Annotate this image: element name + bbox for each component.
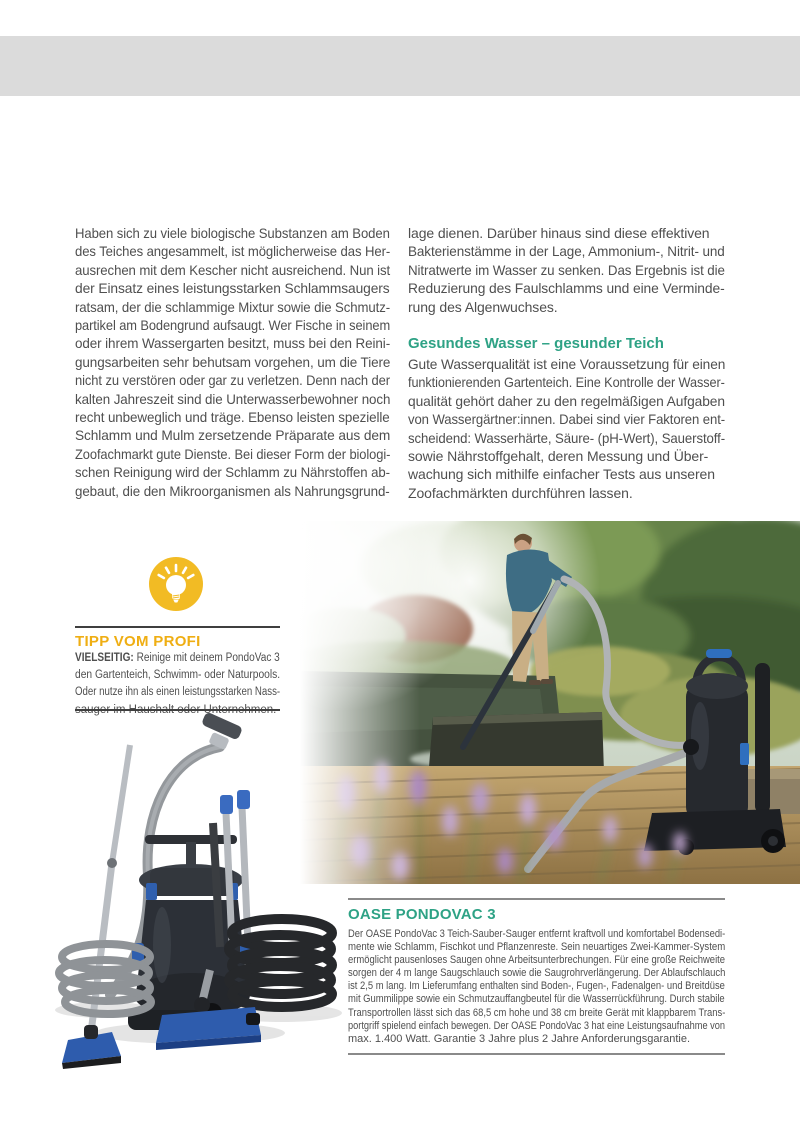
product-handle: [201, 711, 243, 750]
text-line: Der OASE PondoVac 3 Teich-Sauber-Sauger entfernt kraftvoll und komfortabel Bodensedi-: [348, 928, 726, 940]
text-line: Bakterienstämme in der Lage, Ammonium-, Nitrit- und: [408, 243, 725, 260]
tip-bold-prefix: VIELSEITIG:: [75, 652, 134, 664]
lightbulb-glass: [166, 575, 186, 595]
tip-rule-top: [75, 626, 280, 628]
text-line: lage dienen. Darüber hinaus sind diese effektiven: [408, 225, 710, 241]
text-line: der Einsatz eines leistungsstarken Schlammsaugers: [75, 280, 390, 297]
text-line: gungsarbeiten sehr behutsam vorgehen, um die Tiere: [75, 353, 391, 370]
text-line: des Teiches angesammelt, ist möglicherweise das Her-: [75, 243, 391, 260]
oase-body: [348, 928, 725, 1046]
oase-rule-top: [348, 898, 725, 900]
right-paragraph-2: [408, 355, 725, 502]
product-photo: [50, 695, 370, 1090]
text-line: Gute Wasserqualität ist eine Voraussetzung für einen: [408, 356, 726, 373]
text-line: Schlamm und Mulm zersetzende Präparate aus dem: [75, 427, 391, 444]
text-line: von Wassergärtner:innen. Dabei sind vier Faktoren ent-: [408, 411, 726, 428]
text-line: ermöglicht pausenloses Saugen ohne Arbeitsunterbrechungen. Für eine große Reichweite: [348, 954, 726, 967]
text-line: den Gartenteich, Schwimm- oder Naturpools.: [75, 669, 281, 682]
text-line: kalten Jahreszeit sind die Unterwasserbewohner noch: [75, 390, 391, 407]
right-paragraph-1: [408, 224, 725, 316]
text-line: scheidend: Wasserhärte, Säure- (pH-Wert), Sauerstoff-: [408, 429, 726, 446]
oase-rule-bottom: [348, 1053, 725, 1055]
text-line: mente wie Schlamm, Fischkot und Pflanzenreste. Sein neuartiges Zwei-Kammer-System: [348, 941, 726, 954]
left-column: [75, 224, 390, 500]
text-line: Transportrollen lässt sich das 68,5 cm hohe und 38 cm breite Gerät mit klappbarem Trans-: [348, 1006, 726, 1019]
tip-line1-rest: Reinige mit deinem PondoVac 3: [133, 652, 280, 664]
oase-heading: OASE PONDOVAC 3: [348, 906, 496, 923]
text-line: partikel am Bodengrund aufsaugt. Wer Fische in seinem: [75, 317, 391, 334]
text-line: Zoofachmärkten durchführen lassen.: [408, 484, 633, 501]
garden-photo: [300, 521, 800, 884]
text-line: ausrechen mit dem Kescher nicht ausreichend. Nun ist: [75, 261, 391, 278]
tip-icon-wrap: [146, 554, 206, 614]
section-heading-gesundes-wasser: Gesundes Wasser – gesunder Teich: [408, 335, 664, 353]
text-line: max. 1.400 Watt. Garantie 3 Jahre plus 2 Jahre Anforderungsgarantie.: [348, 1032, 691, 1045]
top-gray-bar: [0, 36, 800, 96]
text-line: ratsam, der die schlammige Mixtur sowie die Schmutz-: [75, 298, 391, 315]
text-line: qualität gehört daher zu den regelmäßigen Aufgaben: [408, 392, 725, 409]
text-line: Zoofachmarkt gute Dienste. Bei dieser Form der biologi-: [75, 445, 391, 462]
text-line: nicht zu verstören oder gar zu verletzen. Denn nach der: [75, 372, 391, 389]
text-line: funktionierenden Gartenteich. Eine Kontrolle der Wasser-: [408, 374, 725, 391]
text-line: Haben sich zu viele biologische Substanzen am Boden: [75, 225, 390, 241]
text-line: Oder nutze ihn als einen leistungsstarken Nass-: [75, 686, 281, 699]
text-line: mit Gummilippe sowie ein Schmutzauffangbeutel für die Wasserrückführung. Durch stabile: [348, 993, 725, 1006]
text-line: portgriff spielend einfach bewegen. Der OASE PondoVac 3 hat eine Leistungsaufnahme von: [348, 1019, 726, 1032]
text-line: rung des Algenwuchses.: [408, 298, 558, 315]
text-line: oder ihrem Wassergarten besitzt, muss bei den Reini-: [75, 335, 391, 352]
tip-heading: TIPP VOM PROFI: [75, 633, 201, 650]
text-line: gebaut, die den Mikroorganismen als Nahrungsgrund-: [75, 482, 390, 499]
text-line: recht unbeweglich und träge. Ebenso leisten spezielle: [75, 409, 390, 426]
tip-text-line: [75, 650, 280, 667]
text-line: Nitratwerte im Wasser zu senken. Das Ergebnis ist die: [408, 261, 725, 278]
right-column: [408, 224, 725, 502]
lightbulb-icon: [146, 554, 206, 614]
text-line: schen Reinigung wird der Schlamm zu Nährstoffen ab-: [75, 464, 390, 481]
text-line: ist 2,5 m lang. Im Lieferumfang enthalten sind Boden-, Fugen-, Fadenalgen- und Breitdüse: [348, 980, 725, 993]
text-line: wachung sich mithilfe einfacher Tests aus unseren: [408, 466, 715, 483]
text-line: sorgen der 4 m lange Saugschlauch sowie die Saugrohrverlängerung. Der Ablaufschlauch: [348, 967, 726, 980]
text-line: Reduzierung des Faulschlamms und eine Verminde-: [408, 280, 725, 297]
drain-pipe: [755, 663, 770, 813]
text-line: sowie Nährstoffgehalt, deren Messung und Über-: [408, 448, 709, 465]
